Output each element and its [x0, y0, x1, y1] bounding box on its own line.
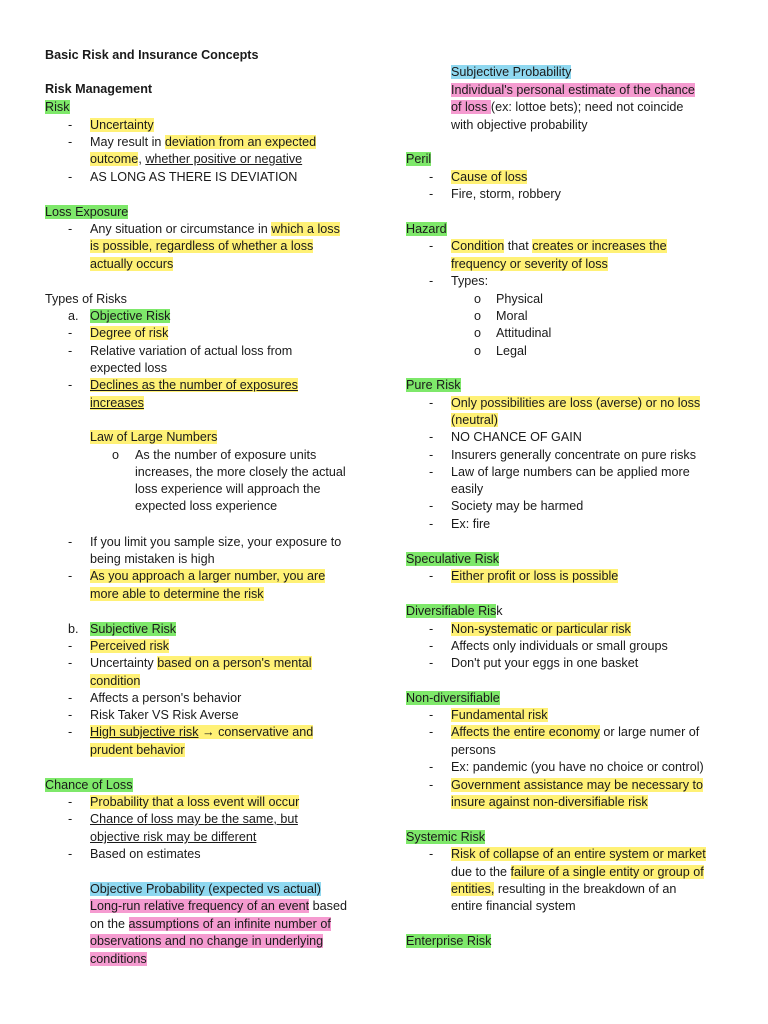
long-run-line-1: Long-run relative frequency of an event based [90, 899, 347, 913]
sub-bullet-marker: o [474, 326, 482, 340]
lln-line-1: As the number of exposure units [135, 448, 317, 462]
fundamental-risk: Fundamental risk [451, 708, 548, 722]
insurers-concentrate: Insurers generally concentrate on pure risks [451, 448, 697, 462]
hazard-frequency-line: frequency or severity of loss [451, 257, 608, 271]
cause-of-loss: Cause of loss [451, 170, 528, 184]
uncertainty-text: Uncertainty [90, 118, 154, 132]
long-run-line-2: on the assumptions of an infinite number of [90, 917, 331, 931]
uncertainty-mental-line: Uncertainty based on a person's mental [90, 656, 312, 670]
sub-bullet-marker: o [112, 448, 120, 462]
government-line-1: Government assistance may be necessary to [451, 778, 703, 792]
arrow-right-icon: → conservative and [198, 725, 314, 739]
bullet-dash: - [429, 639, 434, 653]
probability-line: Probability that a loss event will occur [90, 795, 300, 809]
bullet-dash: - [429, 430, 434, 444]
persons-text: persons [451, 743, 496, 757]
bullet-dash: - [68, 795, 73, 809]
bullet-dash: - [429, 708, 434, 722]
non-diversifiable-heading: Non-diversifiable [406, 691, 500, 705]
document-title: Basic Risk and Insurance Concepts [45, 48, 259, 62]
systemic-risk-heading: Systemic Risk [406, 830, 486, 844]
condition-text: condition [90, 674, 141, 688]
bullet-dash: - [68, 135, 73, 149]
pure-example: Ex: fire [451, 517, 491, 531]
hazard-condition-line: Condition that creates or increases the [451, 239, 667, 253]
no-chance-of-gain: NO CHANCE OF GAIN [451, 430, 582, 444]
hazard-type-attitudinal: Attitudinal [496, 326, 552, 340]
diversifiable-risk-heading: Diversifiable Risk [406, 604, 503, 618]
bullet-dash: - [68, 326, 73, 340]
declines-line-1: Declines as the number of exposures [90, 378, 298, 392]
law-line-1: Law of large numbers can be applied more [451, 465, 690, 479]
pure-risk-heading: Pure Risk [406, 378, 461, 392]
subjective-probability-heading: Subjective Probability [451, 65, 572, 79]
law-of-large-numbers: Law of Large Numbers [90, 430, 218, 444]
systemic-line-4: entire financial system [451, 899, 576, 913]
pandemic-example: Ex: pandemic (you have no choice or control) [451, 760, 704, 774]
bullet-dash: - [68, 725, 73, 739]
sub-bullet-marker: o [474, 309, 482, 323]
bullet-dash: - [429, 622, 434, 636]
bullet-dash: - [429, 239, 434, 253]
sub-bullet-marker: o [474, 292, 482, 306]
subjective-risk-heading: Subjective Risk [90, 622, 177, 636]
same-line-2: objective risk may be different [90, 830, 257, 844]
list-marker-a: a. [68, 309, 79, 323]
outcome-line: outcome, whether positive or negative [90, 152, 303, 166]
bullet-dash: - [429, 170, 434, 184]
high-subjective-line: High subjective risk → conservative and [90, 725, 314, 739]
subj-prob-line-2: of loss (ex: lottoe bets); need not coincide [451, 100, 684, 114]
deviation-line: May result in deviation from an expected [90, 135, 317, 149]
eggs-basket: Don't put your eggs in one basket [451, 656, 639, 670]
objective-risk-heading: Objective Risk [90, 309, 171, 323]
loss-exposure-line-2: is possible, regardless of whether a loss [90, 239, 314, 253]
limit-line-2: being mistaken is high [90, 552, 215, 566]
law-line-2: easily [451, 482, 484, 496]
bullet-dash: - [429, 465, 434, 479]
same-line-1: Chance of loss may be the same, but [90, 812, 298, 826]
bullet-dash: - [429, 187, 434, 201]
bullet-dash: - [68, 639, 73, 653]
approach-line-2: more able to determine the risk [90, 587, 264, 601]
lln-line-2: increases, the more closely the actual [135, 465, 346, 479]
bullet-dash: - [68, 812, 73, 826]
sub-bullet-marker: o [474, 344, 482, 358]
risk-management-heading: Risk Management [45, 82, 153, 96]
lln-line-3: loss experience will approach the [135, 482, 321, 496]
hazard-type-legal: Legal [496, 344, 527, 358]
bullet-dash: - [429, 448, 434, 462]
based-on-estimates: Based on estimates [90, 847, 201, 861]
perceived-risk: Perceived risk [90, 639, 170, 653]
loss-exposure-heading: Loss Exposure [45, 205, 129, 219]
hazard-type-physical: Physical [496, 292, 543, 306]
bullet-dash: - [68, 847, 73, 861]
society-harmed: Society may be harmed [451, 499, 584, 513]
approach-line-1: As you approach a larger number, you are [90, 569, 326, 583]
systemic-line-1: Risk of collapse of an entire system or market [451, 847, 706, 861]
chance-of-loss-heading: Chance of Loss [45, 778, 133, 792]
bullet-dash: - [68, 222, 73, 236]
subj-prob-line-1: Individual's personal estimate of the chance [451, 83, 695, 97]
affects-economy-line: Affects the entire economy or large numer of [451, 725, 700, 739]
relative-variation-2: expected loss [90, 361, 168, 375]
as-long-text: AS LONG AS THERE IS DEVIATION [90, 170, 298, 184]
objective-probability-heading: Objective Probability (expected vs actual) [90, 882, 321, 896]
hazard-heading: Hazard [406, 222, 447, 236]
enterprise-risk-heading: Enterprise Risk [406, 934, 492, 948]
bullet-dash: - [68, 569, 73, 583]
declines-line-2: increases [90, 396, 144, 410]
bullet-dash: - [429, 396, 434, 410]
risk-heading: Risk [45, 100, 70, 114]
bullet-dash: - [68, 691, 73, 705]
profit-or-loss: Either profit or loss is possible [451, 569, 619, 583]
bullet-dash: - [68, 535, 73, 549]
list-marker-b: b. [68, 622, 79, 636]
bullet-dash: - [68, 378, 73, 392]
bullet-dash: - [429, 778, 434, 792]
affects-behavior: Affects a person's behavior [90, 691, 242, 705]
bullet-dash: - [429, 517, 434, 531]
systemic-line-3: entities, resulting in the breakdown of an [451, 882, 677, 896]
bullet-dash: - [429, 569, 434, 583]
systemic-line-2: due to the failure of a single entity or group of [451, 865, 704, 879]
pure-only-line-1: Only possibilities are loss (averse) or no loss [451, 396, 701, 410]
prudent-behavior: prudent behavior [90, 743, 185, 757]
pure-only-line-2: (neutral) [451, 413, 498, 427]
bullet-dash: - [68, 708, 73, 722]
bullet-dash: - [68, 344, 73, 358]
peril-heading: Peril [406, 152, 432, 166]
bullet-dash: - [68, 656, 73, 670]
affects-individuals: Affects only individuals or small groups [451, 639, 668, 653]
bullet-dash: - [68, 118, 73, 132]
bullet-dash: - [68, 170, 73, 184]
bullet-dash: - [429, 725, 434, 739]
types-heading: Types of Risks [45, 292, 127, 306]
loss-exposure-line-3: actually occurs [90, 257, 174, 271]
non-systematic-risk: Non-systematic or particular risk [451, 622, 631, 636]
bullet-dash: - [429, 499, 434, 513]
subj-prob-line-3: with objective probability [451, 118, 588, 132]
risk-taker-averse: Risk Taker VS Risk Averse [90, 708, 239, 722]
loss-exposure-line-1: Any situation or circumstance in which a loss [90, 222, 340, 236]
hazard-types-label: Types: [451, 274, 489, 288]
long-run-line-3: observations and no change in underlying [90, 934, 324, 948]
hazard-type-moral: Moral [496, 309, 528, 323]
bullet-dash: - [429, 760, 434, 774]
bullet-dash: - [429, 656, 434, 670]
peril-examples: Fire, storm, robbery [451, 187, 561, 201]
degree-of-risk: Degree of risk [90, 326, 169, 340]
government-line-2: insure against non-diversifiable risk [451, 795, 648, 809]
bullet-dash: - [429, 847, 434, 861]
bullet-dash: - [429, 274, 434, 288]
speculative-risk-heading: Speculative Risk [406, 552, 500, 566]
lln-line-4: expected loss experience [135, 499, 278, 513]
limit-line-1: If you limit you sample size, your exposure to [90, 535, 342, 549]
relative-variation-1: Relative variation of actual loss from [90, 344, 293, 358]
long-run-line-4: conditions [90, 952, 147, 966]
